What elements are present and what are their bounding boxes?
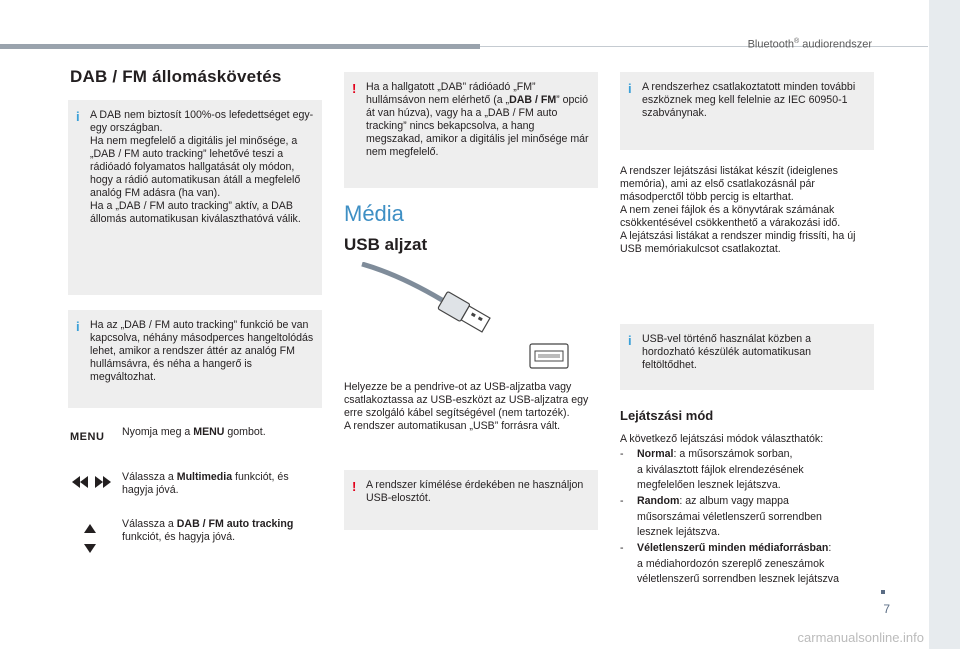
section-title: DAB / FM állomáskövetés — [70, 67, 282, 86]
usb-instructions: Helyezze be a pendrive-ot az USB-aljzatba vagy csatlakoztassa az USB-eszközt az USB-aljzatra egy erre szolgáló kábel segítségével (nem tartozék). A rendszer automatikusan „USB” forrásra vált. — [344, 381, 589, 432]
info-note-iec — [620, 72, 874, 150]
info-icon: i — [628, 333, 632, 348]
info-note-text: A rendszerhez csatlakoztatott minden további eszköznek meg kell felelnie az IEC 60950-1 szabványnak. — [642, 81, 856, 119]
media-heading: Média — [344, 201, 404, 226]
step-press-menu: Nyomja meg a MENU gombot. — [122, 426, 266, 438]
list-dash: - — [620, 495, 624, 507]
warning-icon: ! — [352, 81, 357, 96]
warning-note-text: Ha a hallgatott „DAB” rádióadó „FM” hullámsávon nem elérhető (a „DAB / FM” opció át van húzva), vagy ha a „DAB / FM auto tracking” nincs bekapcsolva, a hang megszakad, amikor a digitális jel minősége már nem megfelelő. — [366, 81, 589, 158]
info-icon: i — [76, 319, 80, 334]
list-dash: - — [620, 448, 624, 460]
running-header: Bluetooth® audiorendszer — [747, 38, 872, 51]
play-mode-normal: Normal: a műsorszámok sorban, a kiválasztott fájlok elrendezésének megfelelően lesznek lejátszva. — [637, 448, 804, 491]
info-icon: i — [76, 109, 80, 124]
info-note-tracking — [68, 310, 322, 408]
step-select-multimedia: Válassza a Multimedia funkciót, és hagyja jóvá. — [122, 471, 289, 496]
play-mode-random-all: Véletlenszerű minden médiaforrásban: a médiahordozón szereplő zeneszámok véletlenszerű sorrendben lesznek lejátszva — [637, 542, 839, 585]
warning-note-usb-hub — [344, 470, 598, 530]
list-dash: - — [620, 542, 624, 554]
up-down-arrows-icon — [82, 523, 98, 555]
prev-next-arrows-icon — [70, 475, 114, 489]
info-icon: i — [628, 81, 632, 96]
info-note-dab — [68, 100, 322, 295]
playlist-info: A rendszer lejátszási listákat készít (ideiglenes memória), ami az első csatlakozásnál pár másodperctől több percig is eltarthat. A nem zenei fájlok és a könyvtárak számának csökkentésével csökkenthető a várakozási idő. A lejátszási listákat a rendszer mindig frissíti, ha új USB memóriakulcsot csatlakoztat. — [620, 165, 856, 255]
page-number: 7 — [883, 602, 890, 616]
top-rule — [0, 44, 480, 49]
usb-heading: USB aljzat — [344, 235, 428, 254]
warning-icon: ! — [352, 479, 357, 494]
menu-key-label: MENU — [70, 431, 105, 443]
page-dot — [881, 590, 885, 594]
info-note-text: USB-vel történő használat közben a hordozható készülék automatikusan feltöltődhet. — [642, 333, 812, 371]
info-note-text: A DAB nem biztosít 100%-os lefedettséget egy-egy országban. Ha nem megfelelő a digitális jel minősége, a „DAB / FM auto tracking” lehetővé teszi a rádióadó folyamatos hallgatását oly módon, hogy a rádió automatikusan átáll a megfelelő analóg FM adásra (ha van). Ha a „DAB / FM auto tracking” aktív, a DAB állomás automatikusan kiválaszthatóvá válik. — [90, 109, 314, 225]
warning-note-dab — [344, 72, 598, 188]
play-mode-heading: Lejátszási mód — [620, 408, 714, 423]
step-select-tracking: Válassza a DAB / FM auto tracking funkciót, és hagyja jóvá. — [122, 518, 294, 543]
page-sidebar — [929, 0, 960, 649]
warning-note-text: A rendszer kímélése érdekében ne használjon USB-elosztót. — [366, 479, 584, 504]
play-mode-intro: A következő lejátszási módok választhatók: — [620, 433, 824, 445]
usb-plug-illustration — [360, 262, 572, 372]
footer-watermark: carmanualsonline.info — [797, 630, 924, 645]
info-note-charging — [620, 324, 874, 390]
play-mode-random: Random: az album vagy mappa műsorszámai véletlenszerű sorrendben lesznek lejátszva. — [637, 495, 822, 538]
info-note-text: Ha az „DAB / FM auto tracking” funkció be van kapcsolva, néhány másodperces hangeltolódás lehet, amikor a rendszer áttér az analóg FM hullámsávra, és néha a hangerő is megváltozhat. — [90, 319, 314, 383]
